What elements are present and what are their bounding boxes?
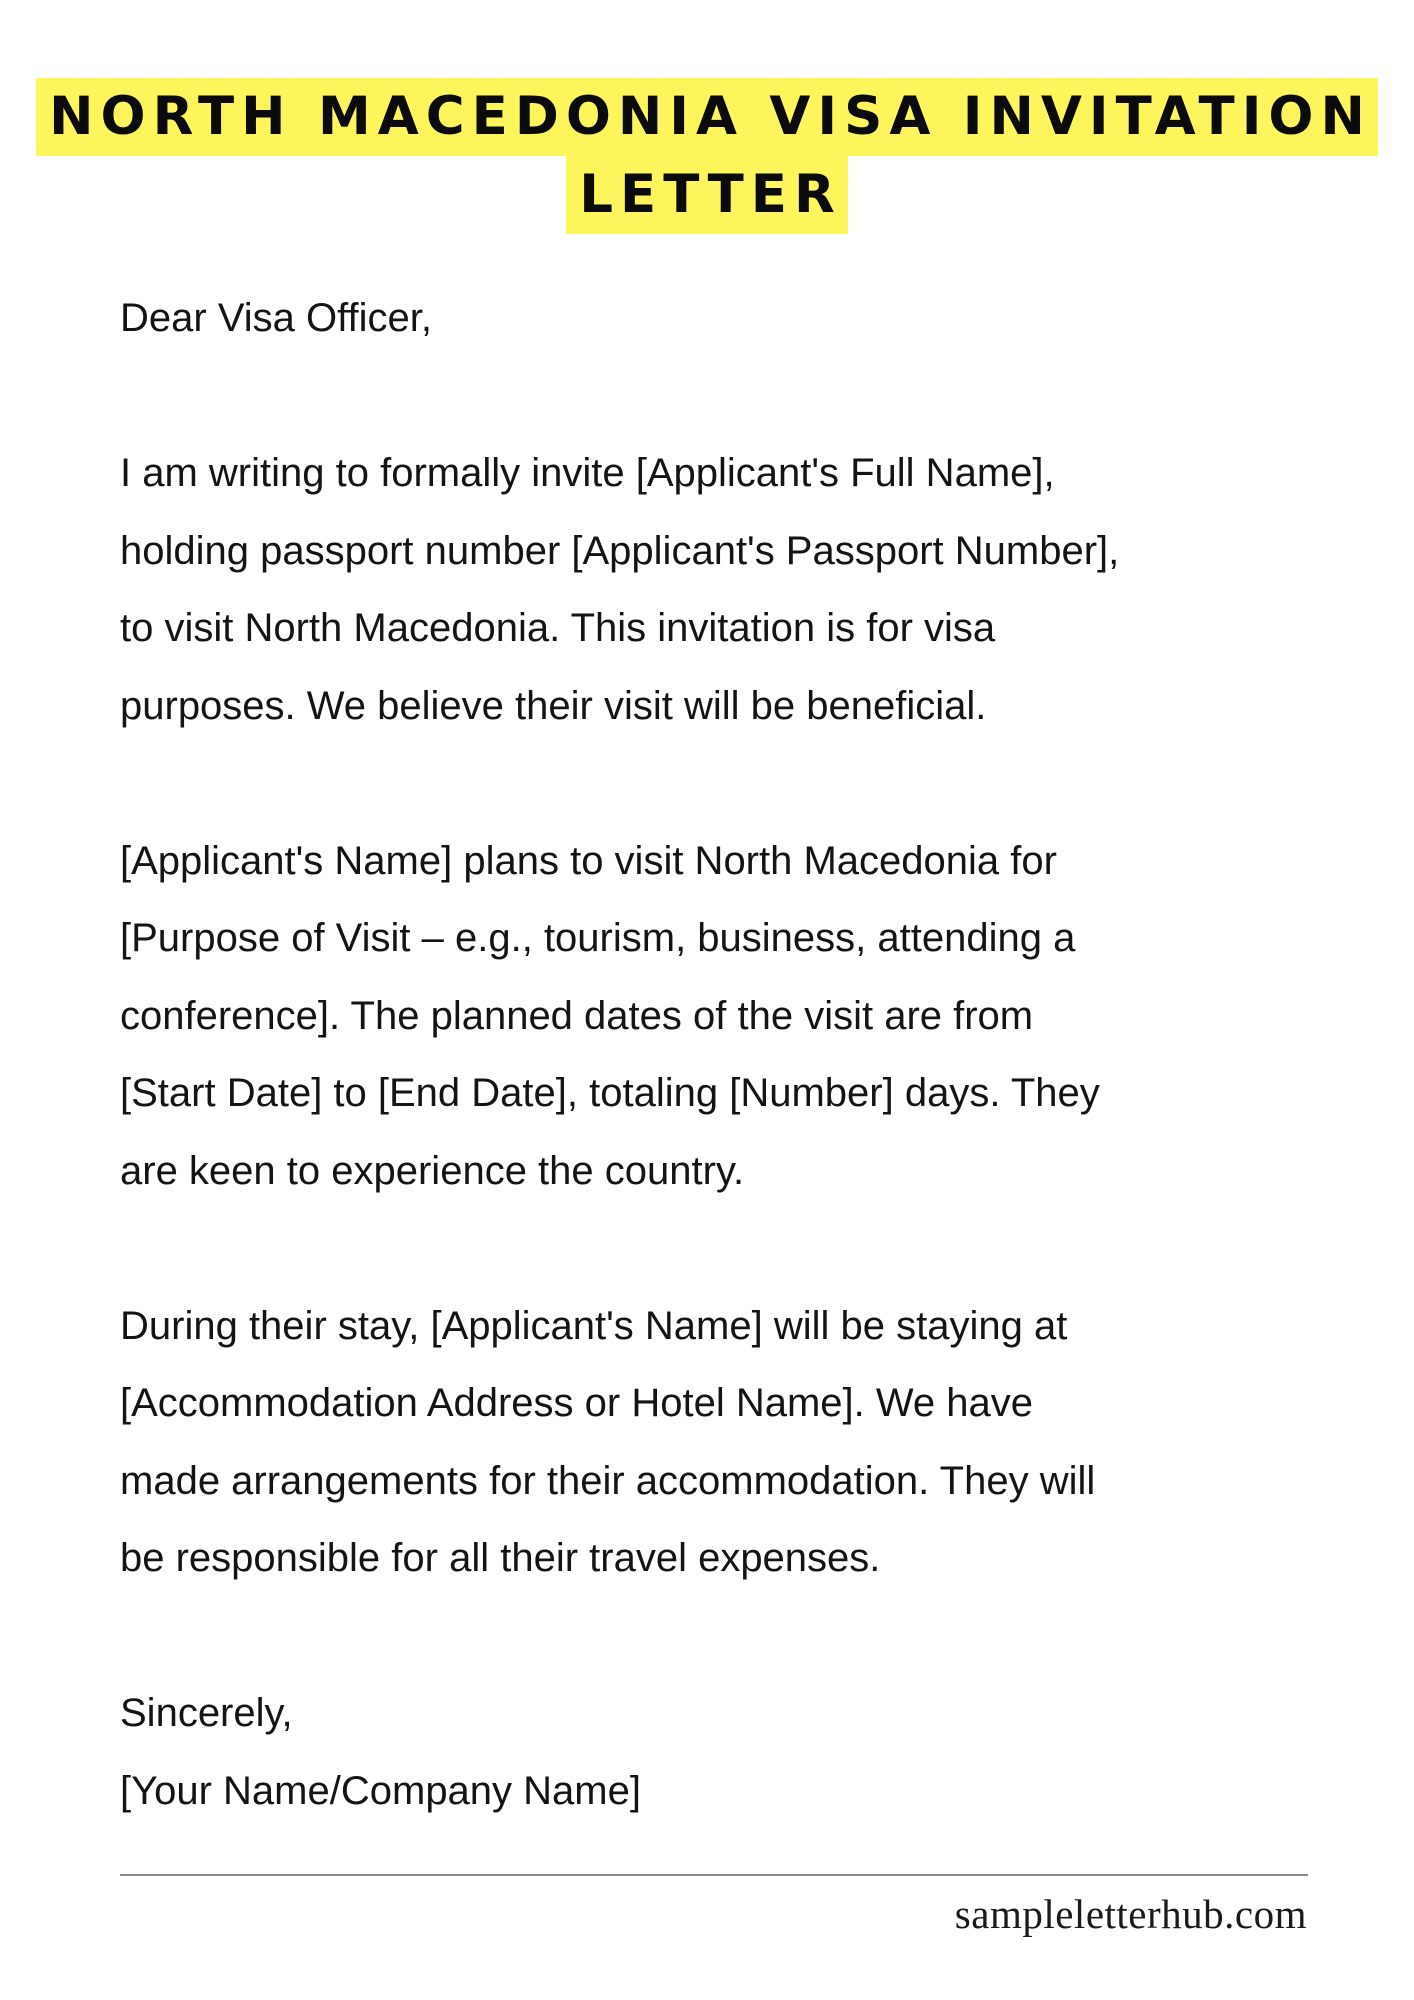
- paragraph-gap: [120, 1210, 1360, 1288]
- paragraph-line: [Purpose of Visit – e.g., tourism, business, attending a: [120, 916, 1076, 960]
- title-line-2: LETTER: [566, 156, 848, 234]
- paragraph-line: made arrangements for their accommodation. They will: [120, 1458, 1096, 1503]
- paragraph-accommodation: [120, 1288, 1360, 1598]
- footer-divider: [120, 1874, 1308, 1876]
- closing: Sincerely,: [120, 1691, 293, 1735]
- paragraph-line: conference]. The planned dates of the visit are from: [120, 993, 1034, 1038]
- paragraph-visit-details: [120, 823, 1360, 1211]
- letter-title: [0, 78, 1414, 234]
- footer-website: sampleletterhub.com: [954, 1891, 1307, 1937]
- title-line-1: NORTH MACEDONIA VISA INVITATION: [36, 78, 1378, 156]
- paragraph-line: [Applicant's Name] plans to visit North Macedonia for: [120, 838, 1057, 883]
- signature: [Your Name/Company Name]: [120, 1768, 641, 1813]
- salutation: Dear Visa Officer,: [120, 296, 432, 340]
- paragraph-line: holding passport number [Applicant's Passport Number],: [120, 528, 1120, 573]
- paragraph-line: During their stay, [Applicant's Name] will be staying at: [120, 1303, 1068, 1348]
- paragraph-gap: [120, 745, 1360, 823]
- paragraph-gap: [120, 358, 1360, 436]
- paragraph-line: I am writing to formally invite [Applicant's Full Name],: [120, 451, 1055, 495]
- paragraph-line: [Start Date] to [End Date], totaling [Number] days. They: [120, 1071, 1100, 1115]
- paragraph-line: are keen to experience the country.: [120, 1148, 745, 1193]
- paragraph-line: purposes. We believe their visit will be beneficial.: [120, 683, 987, 728]
- paragraph-gap: [120, 1598, 1360, 1676]
- paragraph-invitation: [120, 435, 1360, 745]
- paragraph-line: be responsible for all their travel expenses.: [120, 1536, 881, 1580]
- paragraph-line: to visit North Macedonia. This invitation is for visa: [120, 606, 996, 650]
- letter-body: [120, 280, 1360, 1830]
- paragraph-line: [Accommodation Address or Hotel Name]. We have: [120, 1381, 1034, 1425]
